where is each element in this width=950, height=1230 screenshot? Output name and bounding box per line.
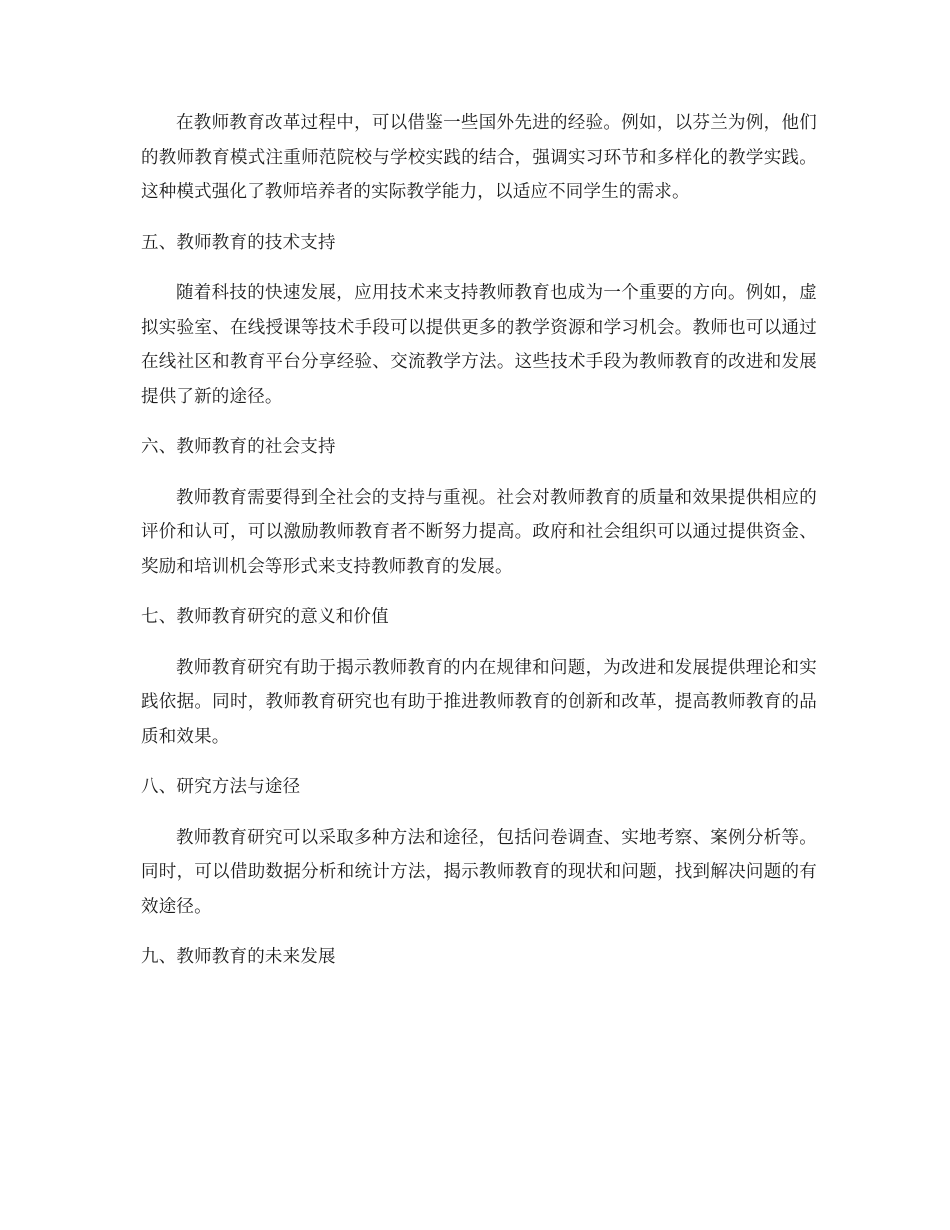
paragraph-research-methods: 教师教育研究可以采取多种方法和途径，包括问卷调查、实地考察、案例分析等。同时，可以借助数据分析和统计方法，揭示教师教育的现状和问题，找到解决问题的有效途径。 (141, 827, 817, 917)
heading-social-support: 六、教师教育的社会支持 (141, 437, 336, 457)
heading-technical-support: 五、教师教育的技术支持 (141, 232, 336, 253)
paragraph-technical-support: 随着科技的快速发展，应用技术来支持教师教育也成为一个重要的方向。例如，虚拟实验室、在线授课等技术手段可以提供更多的教学资源和学习机会。教师也可以通过在线社区和教育平台分享经验、交流教学方法。这些技术手段为教师教育的改进和发展提供了新的途径。 (141, 283, 817, 407)
document-body (141, 106, 817, 991)
heading-research-significance: 七、教师教育研究的意义和价值 (141, 607, 389, 627)
paragraph-foreign-experience: 在教师教育改革过程中，可以借鉴一些国外先进的经验。例如，以芬兰为例，他们的教师教育模式注重师范院校与学校实践的结合，强调实习环节和多样化的教学实践。这种模式强化了教师培养者的实际教学能力，以适应不同学生的需求。 (141, 113, 817, 202)
heading-research-methods: 八、研究方法与途径 (141, 777, 301, 797)
paragraph-research-significance: 教师教育研究有助于揭示教师教育的内在规律和问题，为改进和发展提供理论和实践依据。同时，教师教育研究也有助于推进教师教育的创新和改革，提高教师教育的品质和效果。 (141, 657, 817, 747)
paragraph-social-support: 教师教育需要得到全社会的支持与重视。社会对教师教育的质量和效果提供相应的评价和认可，可以激励教师教育者不断努力提高。政府和社会组织可以通过提供资金、奖励和培训机会等形式来支持教师教育的发展。 (141, 487, 817, 577)
heading-future-development: 九、教师教育的未来发展 (141, 947, 336, 967)
